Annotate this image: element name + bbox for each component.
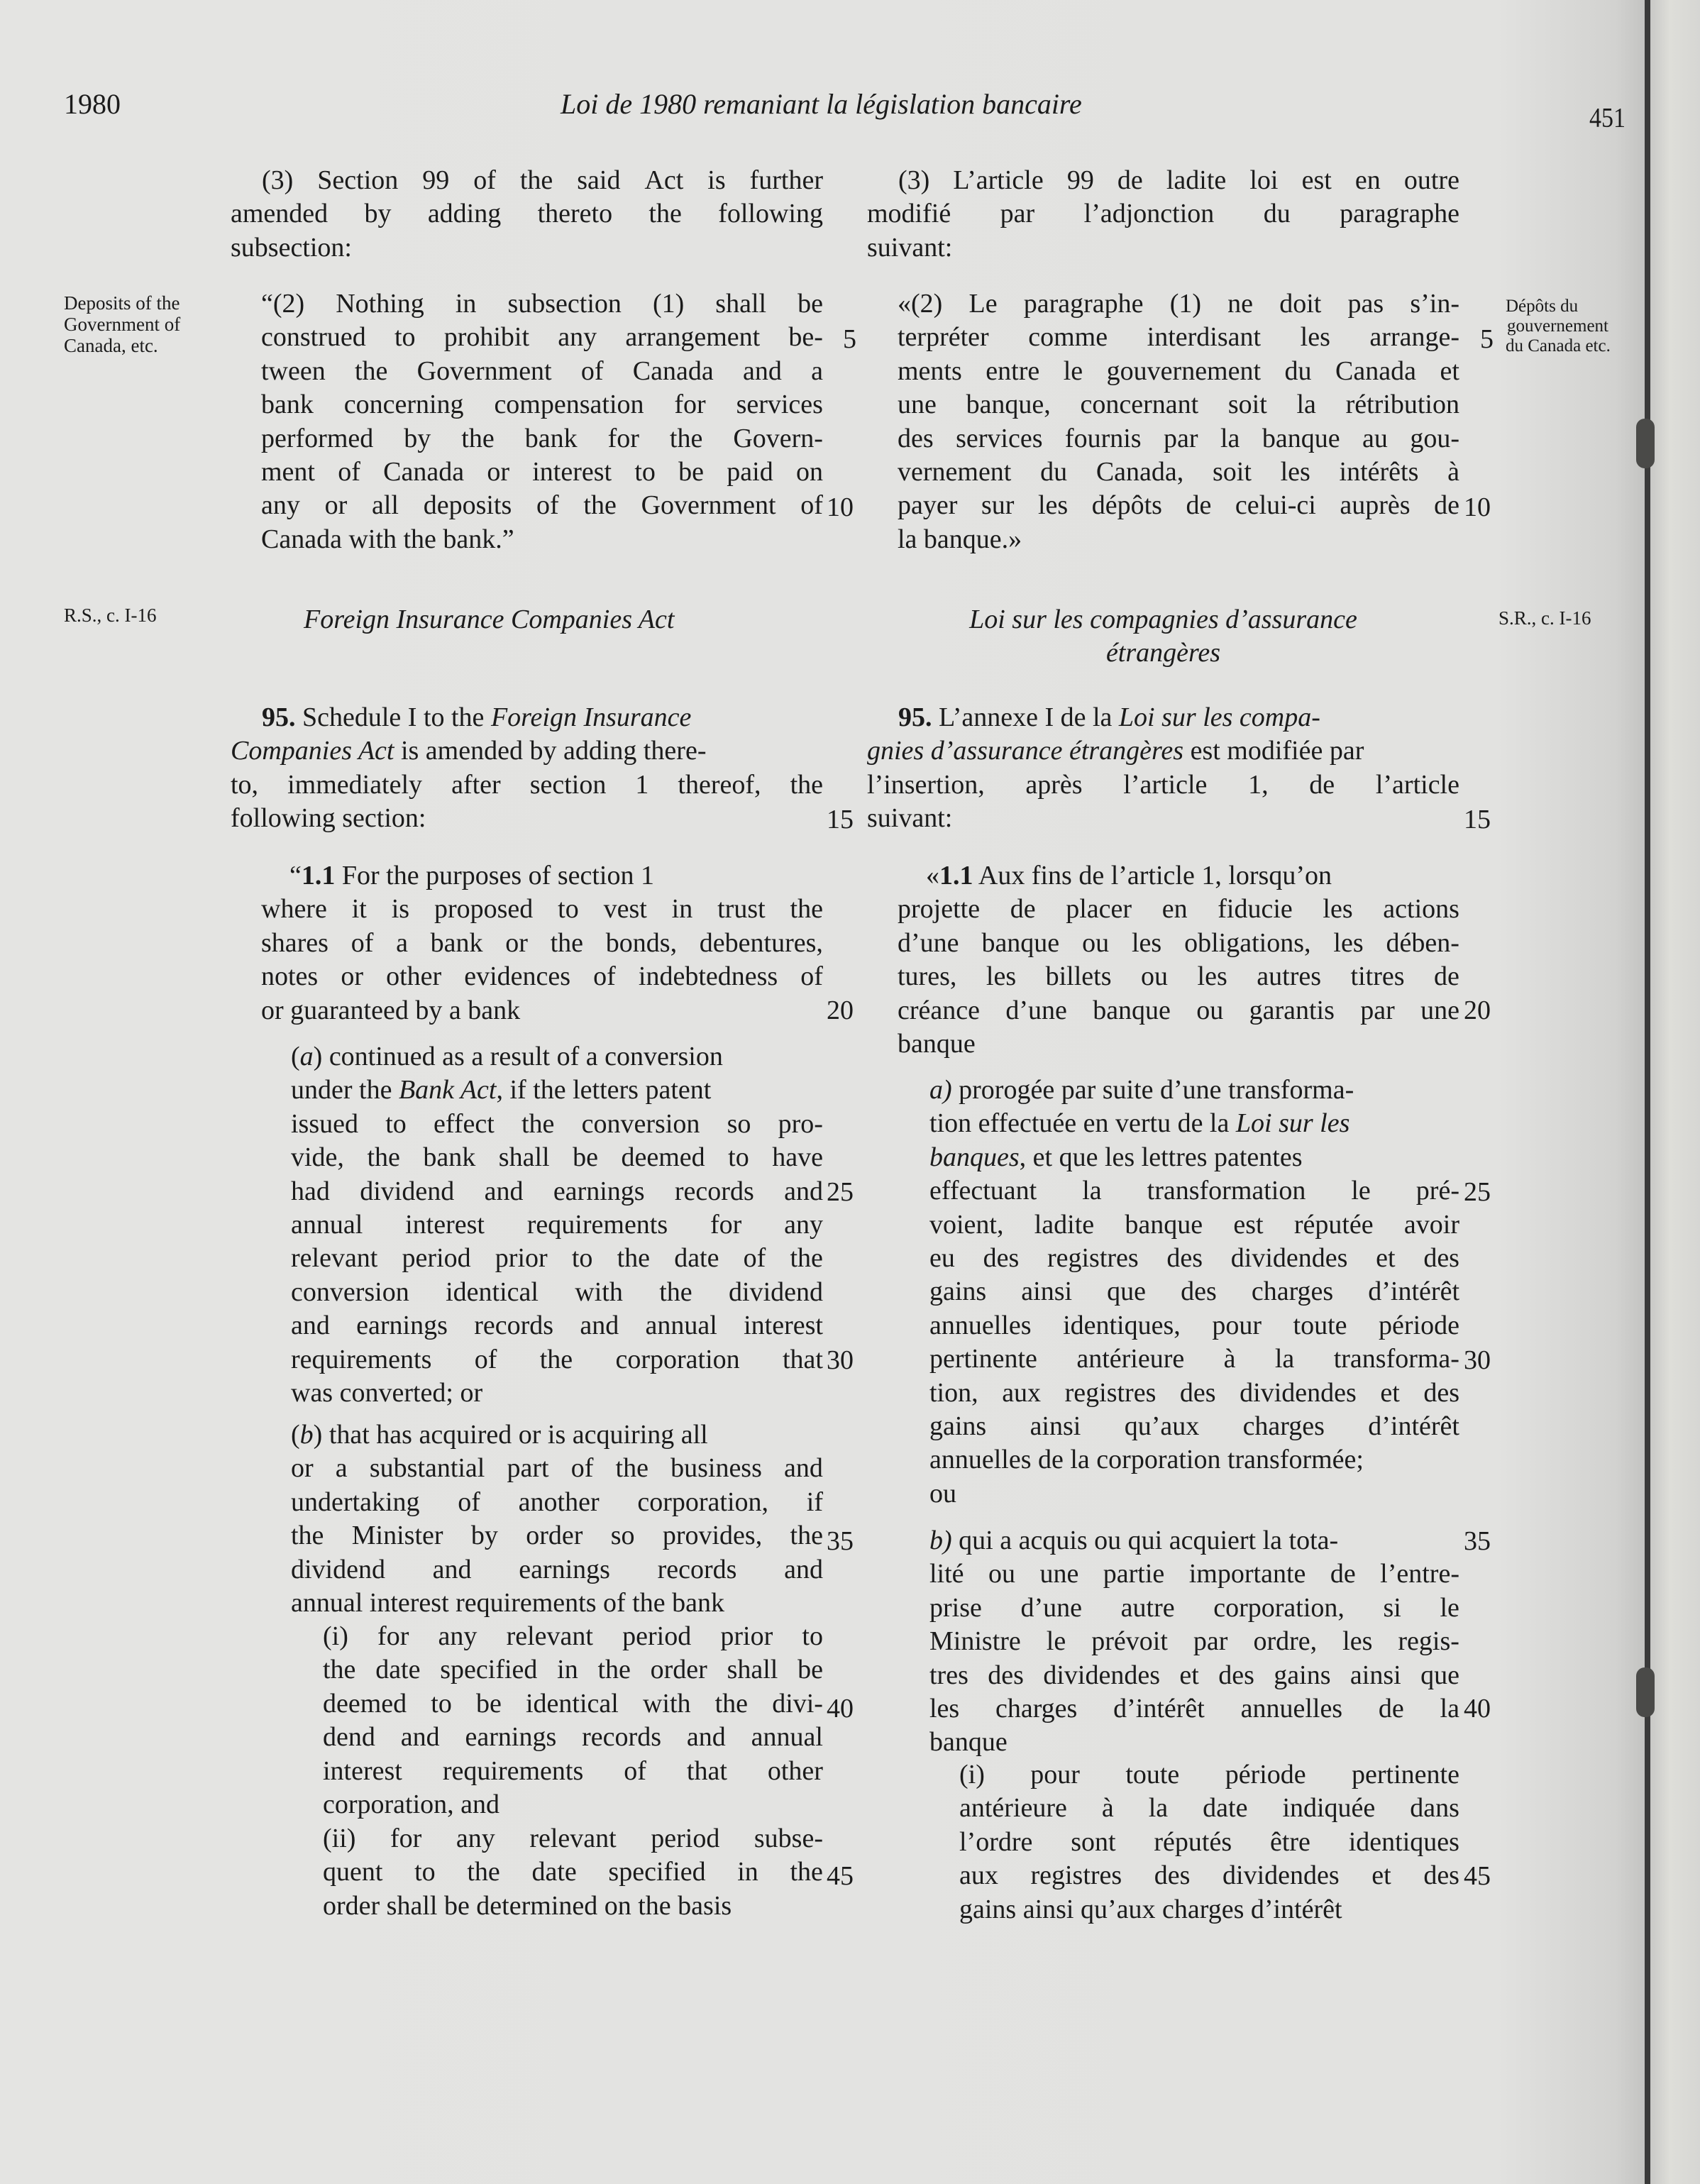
binding-clip-top	[1636, 419, 1655, 468]
line-number: 40	[827, 1694, 854, 1724]
line-number: 30	[1464, 1345, 1491, 1375]
fr-section-95: 95. L’annexe I de la Loi sur les compa- gnies d’assurance étrangères est modifiée par l’insertion, après l’article 1, de l’article suivant:	[867, 702, 1459, 834]
line-number: 45	[1464, 1861, 1491, 1891]
binding-clip-bottom	[1636, 1667, 1655, 1717]
line-number: 25	[1464, 1177, 1491, 1207]
line-number: 5	[843, 324, 856, 354]
en-paragraph-b: (b) that has acquired or is acquiring all or a substantial part of the business and undertaking of another corporation, if the Minister by order so provides, the dividend and earnings records and annual interest requirements of the bank	[291, 1420, 823, 1618]
line-number: 20	[1464, 996, 1491, 1025]
line-number: 10	[827, 492, 854, 522]
en-subparagraph-ii: (ii) for any relevant period subse- quent to the date specified in the order shall be determined on the basis	[323, 1824, 823, 1921]
book-spine	[1645, 0, 1650, 2184]
fr-paragraph-a: a) prorogée par suite d’une transforma- tion effectuée en vertu de la Loi sur les banques, et que les lettres patentes effectuant la transformation le pré- voient, ladite banque est réputée avoir eu des registres des dividendes et des gains ainsi que des charges d’intérêt annuelles identiques, pour toute période pertinente antérieure à la transforma- tion, aux registres des dividendes et des gains ainsi qu’aux charges d’intérêt annuelles de la corporation transformée; ou	[929, 1075, 1459, 1509]
en-heading-foreign-insurance: Foreign Insurance Companies Act	[304, 605, 675, 634]
en-paragraph-a: (a) continued as a result of a conversion under the Bank Act, if the letters patent issued to effect the conversion so pro- vide, the bank shall be deemed to have had dividend and earnings records and annual interest requirements for any relevant period prior to the date of the conversion identical with the dividend and earnings records and annual interest requirements of the corporation that was converted; or	[291, 1042, 823, 1408]
line-number: 10	[1464, 492, 1491, 522]
margin-note-deposits-en: Deposits of the Government of Canada, etc.	[64, 292, 181, 356]
line-number: 35	[827, 1526, 854, 1556]
line-number: 25	[827, 1177, 854, 1207]
line-number: 45	[827, 1861, 854, 1891]
margin-note-rs-fr: S.R., c. I-16	[1498, 607, 1591, 629]
header-year: 1980	[64, 88, 121, 120]
fr-subparagraph-i: (i) pour toute période pertinente antérieure à la date indiquée dans l’ordre sont réputés être identiques aux registres des dividendes et des gains ainsi qu’aux charges d’intérêt	[959, 1760, 1459, 1924]
line-number: 15	[1464, 805, 1491, 834]
en-section-95: 95. Schedule I to the Foreign Insurance Companies Act is amended by adding there- to, immediately after section 1 thereof, the following section:	[231, 702, 823, 834]
en-subparagraph-i: (i) for any relevant period prior to the date specified in the order shall be deemed to be identical with the divi- dend and earnings records and annual interest requirements of that other corporation, and	[323, 1621, 823, 1820]
book-gutter-shadow	[1650, 0, 1700, 2184]
line-number: 15	[827, 805, 854, 834]
line-number: 20	[827, 996, 854, 1025]
line-number: 5	[1480, 324, 1494, 354]
margin-note-deposits-fr: Dépôts du gouvernement du Canada etc.	[1506, 297, 1611, 355]
header-page-number: 451	[1589, 103, 1626, 133]
fr-heading-compagnies-assurance: Loi sur les compagnies d’assurance étrangères	[969, 605, 1357, 668]
fr-subsection-3: (3) L’article 99 de ladite loi est en outre modifié par l’adjonction du paragraphe suivant:	[867, 165, 1459, 263]
line-number: 40	[1464, 1694, 1491, 1724]
line-number: 30	[827, 1345, 854, 1375]
margin-note-rs-en: R.S., c. I-16	[64, 605, 157, 626]
line-number: 35	[1464, 1526, 1491, 1556]
header-title: Loi de 1980 remaniant la législation bancaire	[561, 88, 1082, 120]
en-subsection-2: “(2) Nothing in subsection (1) shall be construed to prohibit any arrangement be- tween the Government of Canada and a bank concerning compensation for services performed by the bank for the Govern- ment of Canada or interest to be paid on any or all deposits of the Government of Canada with the bank.”	[261, 289, 823, 554]
en-section-1-1: “1.1 For the purposes of section 1 where it is proposed to vest in trust the shares of a bank or the bonds, debentures, notes or other evidences of indebtedness of or guaranteed by a bank	[261, 861, 823, 1025]
fr-section-1-1: «1.1 Aux fins de l’article 1, lorsqu’on projette de placer en fiducie les actions d’une banque ou les obligations, les dében- tures, les billets ou les autres titres de créance d’une banque ou garantis par une banque	[898, 861, 1459, 1059]
fr-paragraph-b: b) qui a acquis ou qui acquiert la tota- lité ou une partie importante de l’entre- prise d’une autre corporation, si le Ministre le prévoit par ordre, les regis- tres des dividendes et des gains ainsi que les charges d’intérêt annuelles de la banque	[929, 1526, 1459, 1758]
fr-subsection-2: «(2) Le paragraphe (1) ne doit pas s’in- terpréter comme interdisant les arrange- ments entre le gouvernement du Canada et une banque, concernant soit la rétribution des services fournis par la banque au gou- vernement du Canada, soit les intérêts à payer sur les dépôts de celui-ci auprès de la banque.»	[898, 289, 1459, 554]
en-subsection-3: (3) Section 99 of the said Act is further amended by adding thereto the following subsection:	[231, 165, 823, 263]
